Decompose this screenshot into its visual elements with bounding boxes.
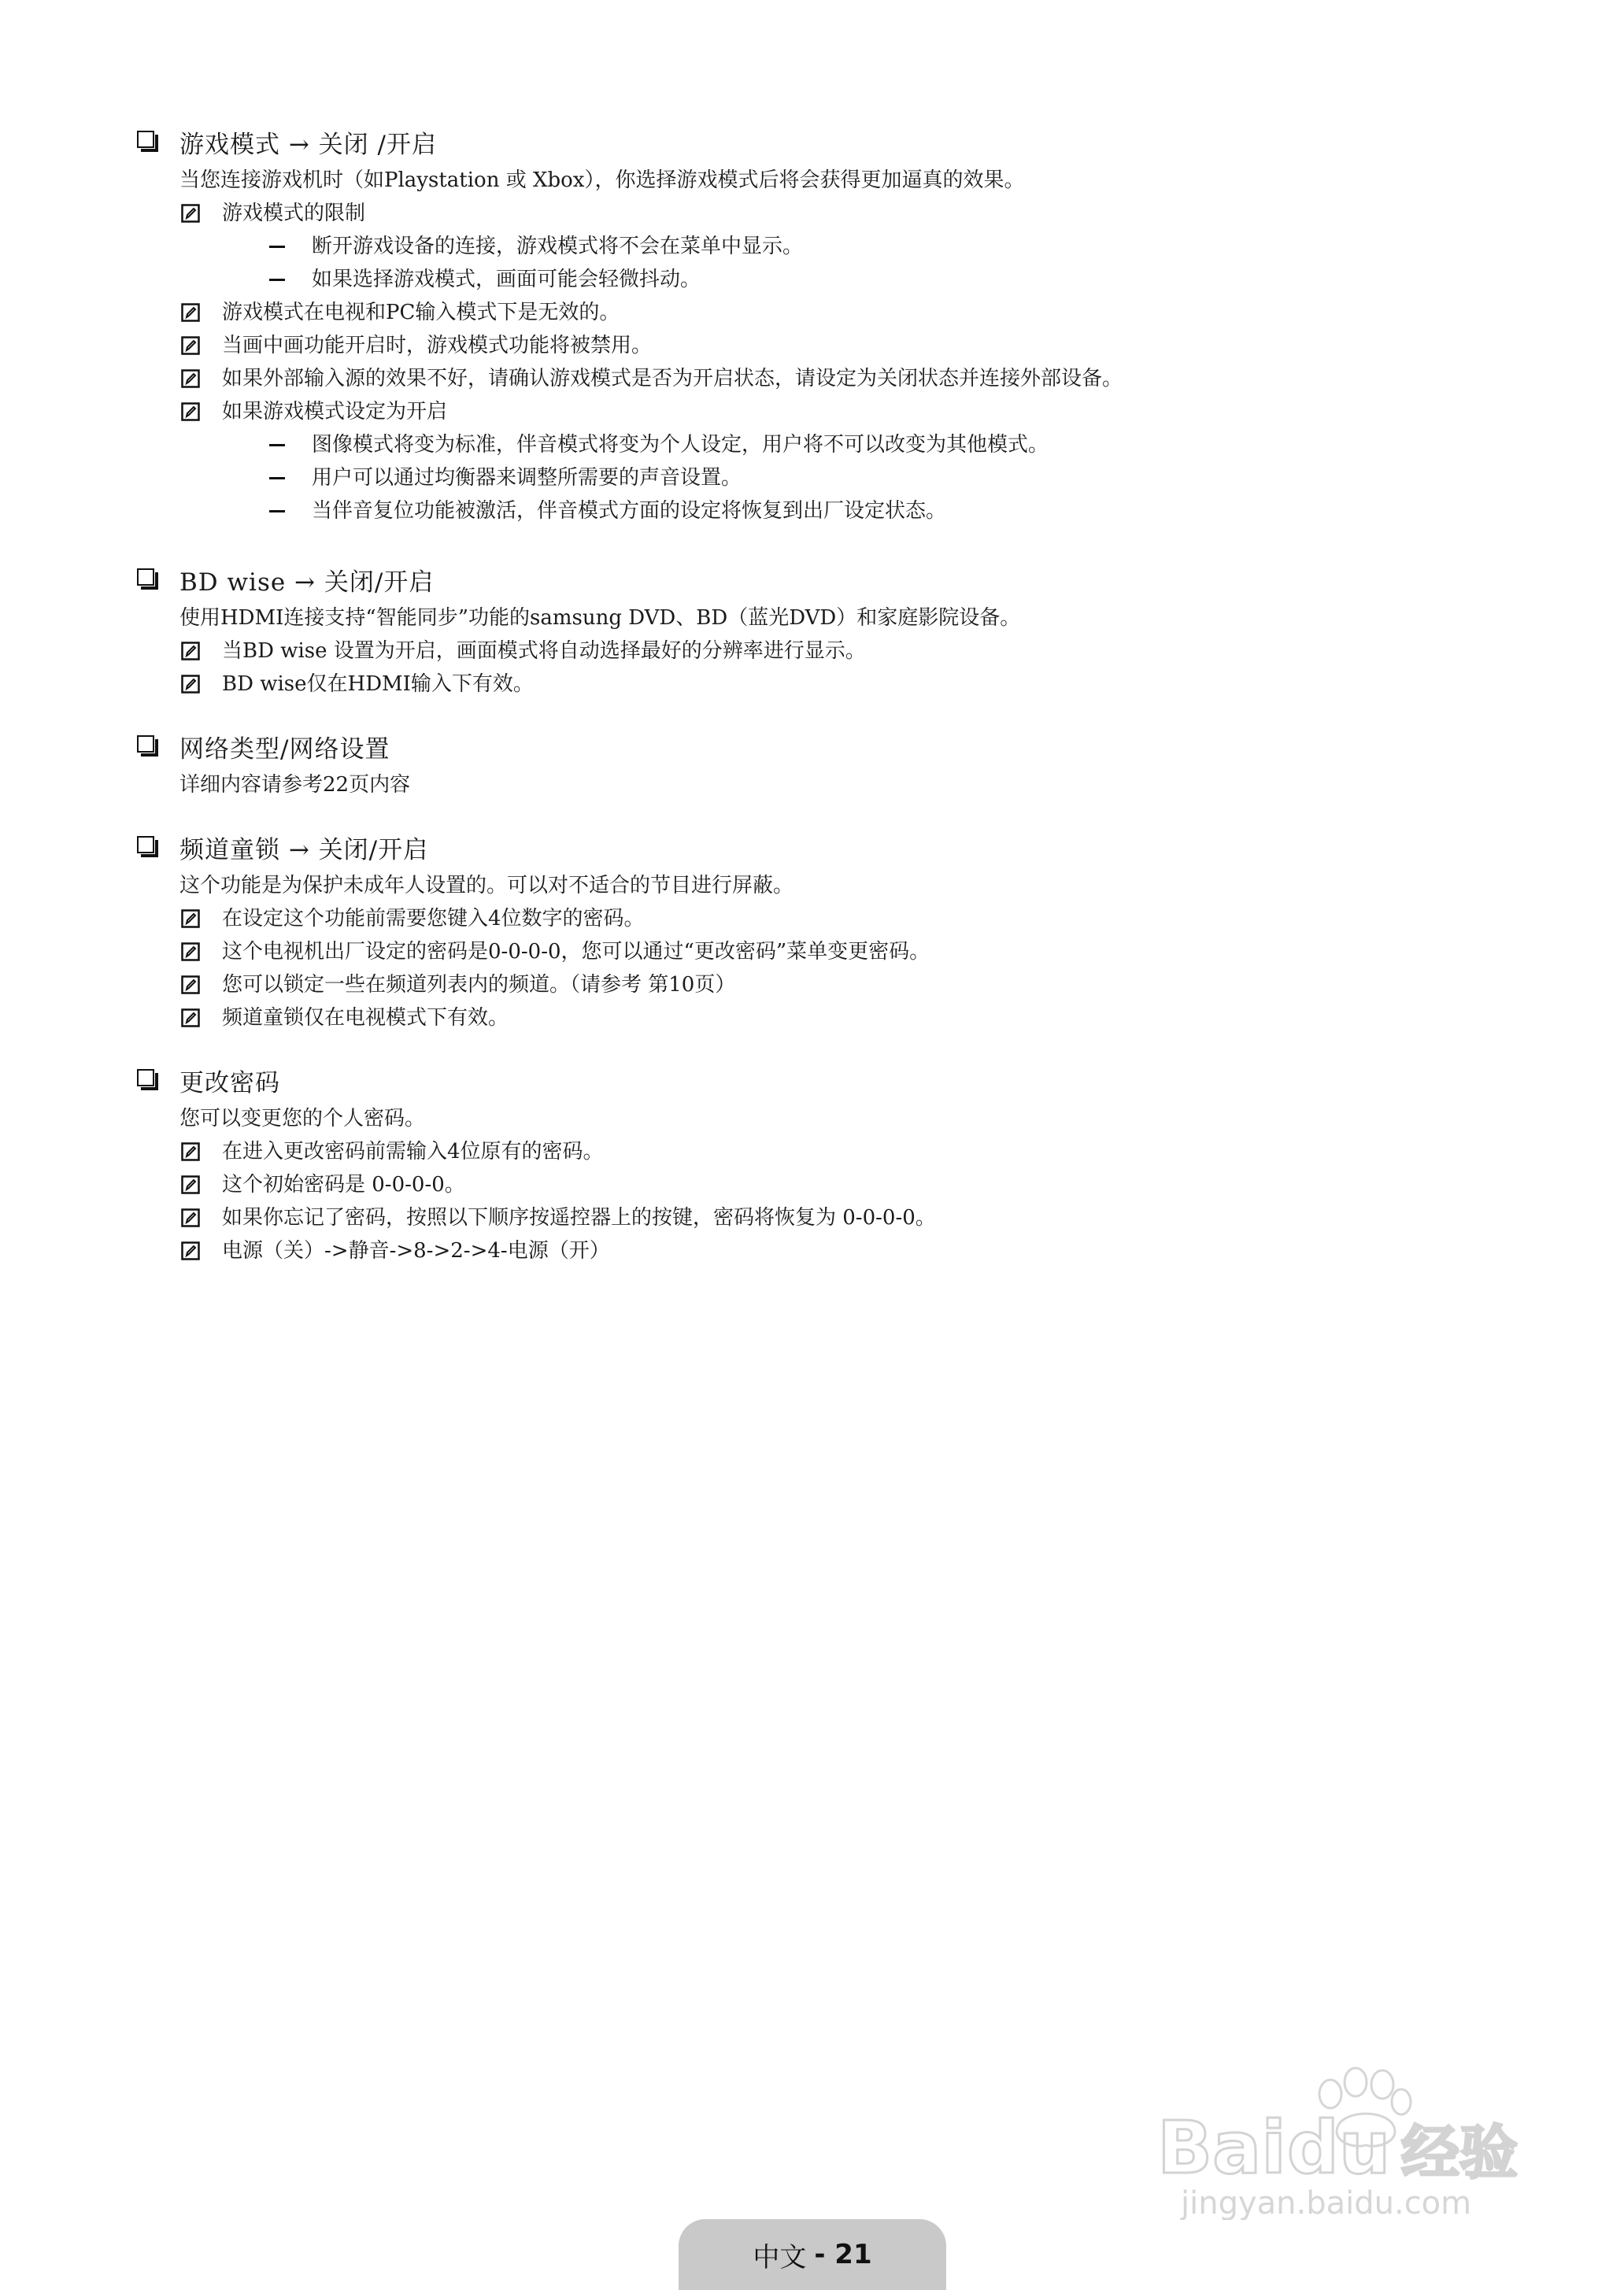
note-icon [181,303,200,322]
note-icon [181,909,200,928]
dash-item [269,494,1518,527]
note-icon [181,402,200,421]
note-text: 这个初始密码是 0-0-0-0。 [222,1173,465,1197]
note-item [179,329,1518,362]
note-text: 如果你忘记了密码，按照以下顺序按遥控器上的按键，密码将恢复为 0-0-0-0。 [222,1206,936,1230]
note-text: 游戏模式在电视和PC输入模式下是无效的。 [222,301,620,324]
section-network [132,724,1518,801]
section-heading [132,724,1518,768]
note-item [179,1201,1518,1234]
note-text: 在进入更改密码前需输入4位原有的密码。 [222,1140,604,1163]
checkbox-bullet-icon [137,735,154,753]
dash-text: 图像模式将变为标准，伴音模式将变为个人设定，用户将不可以改变为其他模式。 [312,433,1049,457]
dash-item [269,428,1518,461]
note-icon [181,1142,200,1161]
note-text: 电源（关）->静音->8->2->4-电源（开） [222,1239,610,1263]
note-item [179,935,1518,968]
note-item [179,362,1518,395]
heading-text: BD wise → 关闭/开启 [179,568,435,597]
dash-bullet [269,279,285,281]
dash-text: 断开游戏设备的连接，游戏模式将不会在菜单中显示。 [312,235,804,258]
note-icon [181,369,200,388]
note-item [179,197,1518,230]
note-icon [181,204,200,223]
note-icon [181,642,200,660]
note-item [179,634,1518,668]
note-text: 当BD wise 设置为开启，画面模式将自动选择最好的分辨率进行显示。 [222,639,866,663]
dash-bullet [269,510,285,512]
note-icon [181,336,200,355]
dash-bullet [269,444,285,446]
note-text: BD wise仅在HDMI输入下有效。 [222,672,534,696]
note-item [179,968,1518,1001]
note-item [179,668,1518,701]
note-text: 当画中画功能开启时，游戏模式功能将被禁用。 [222,334,653,357]
note-icon [181,942,200,961]
footer-language: 中文 [753,2241,807,2273]
note-item [179,395,1518,428]
description: 详细内容请参考22页内容 [179,773,411,797]
page-footer [679,2219,946,2290]
note-text: 如果外部输入源的效果不好，请确认游戏模式是否为开启状态，请设定为关闭状态并连接外部设备。 [222,367,1123,390]
note-item [179,1001,1518,1034]
section-heading [132,120,1518,164]
section-heading [132,557,1518,601]
note-text: 这个电视机出厂设定的密码是0-0-0-0，您可以通过“更改密码”菜单变更密码。 [222,940,930,964]
note-text: 游戏模式的限制 [222,202,366,225]
note-icon [181,1241,200,1260]
note-icon [181,675,200,694]
note-icon [181,975,200,994]
note-icon [181,1208,200,1227]
description: 您可以变更您的个人密码。 [179,1107,426,1130]
note-text: 频道童锁仅在电视模式下有效。 [222,1006,509,1030]
svg-text:Bai: Bai [1157,2106,1286,2190]
section-channel-lock [132,825,1518,1034]
description: 当您连接游戏机时（如Playstation 或 Xbox），你选择游戏模式后将会获得更加逼真的效果。 [179,168,1025,192]
page-content [132,120,1518,1267]
svg-text:经验: 经验 [1401,2119,1518,2187]
dash-item [269,461,1518,494]
heading-text: 网络类型/网络设置 [179,734,390,764]
section-bd-wise [132,557,1518,701]
checkbox-bullet-icon [137,836,154,853]
note-item [179,1234,1518,1267]
note-text: 如果游戏模式设定为开启 [222,400,448,424]
dash-text: 用户可以通过均衡器来调整所需要的声音设置。 [312,466,742,490]
section-game-mode [132,120,1518,527]
page-number: - 21 [814,2239,872,2270]
checkbox-bullet-icon [137,568,154,586]
note-icon [181,1175,200,1194]
heading-text: 更改密码 [179,1068,280,1097]
checkbox-bullet-icon [137,1069,154,1086]
checkbox-bullet-icon [137,131,154,148]
note-item [179,1135,1518,1168]
note-text: 您可以锁定一些在频道列表内的频道。（请参考 第10页） [222,973,736,997]
description: 使用HDMI连接支持“智能同步”功能的samsung DVD、BD（蓝光DVD）和家庭影院设备。 [179,606,1021,630]
note-item [179,902,1518,935]
heading-text: 游戏模式 → 关闭 /开启 [179,130,437,159]
note-icon [181,1008,200,1027]
section-heading [132,825,1518,869]
note-text: 在设定这个功能前需要您键入4位数字的密码。 [222,907,645,930]
note-item [179,296,1518,329]
dash-text: 如果选择游戏模式，画面可能会轻微抖动。 [312,268,701,291]
svg-text:du: du [1287,2106,1391,2190]
dash-bullet [269,477,285,479]
description: 这个功能是为保护未成年人设置的。可以对不适合的节目进行屏蔽。 [179,874,794,897]
section-heading [132,1058,1518,1102]
baidu-jingyan-watermark [1149,2047,1559,2220]
dash-item [269,230,1518,263]
section-change-password [132,1058,1518,1267]
dash-text: 当伴音复位功能被激活，伴音模式方面的设定将恢复到出厂设定状态。 [312,499,947,523]
dash-item [269,263,1518,296]
dash-bullet [269,246,285,248]
note-item [179,1168,1518,1201]
svg-text:jingyan.baidu.com: jingyan.baidu.com [1181,2185,1472,2220]
heading-text: 频道童锁 → 关闭/开启 [179,835,429,864]
